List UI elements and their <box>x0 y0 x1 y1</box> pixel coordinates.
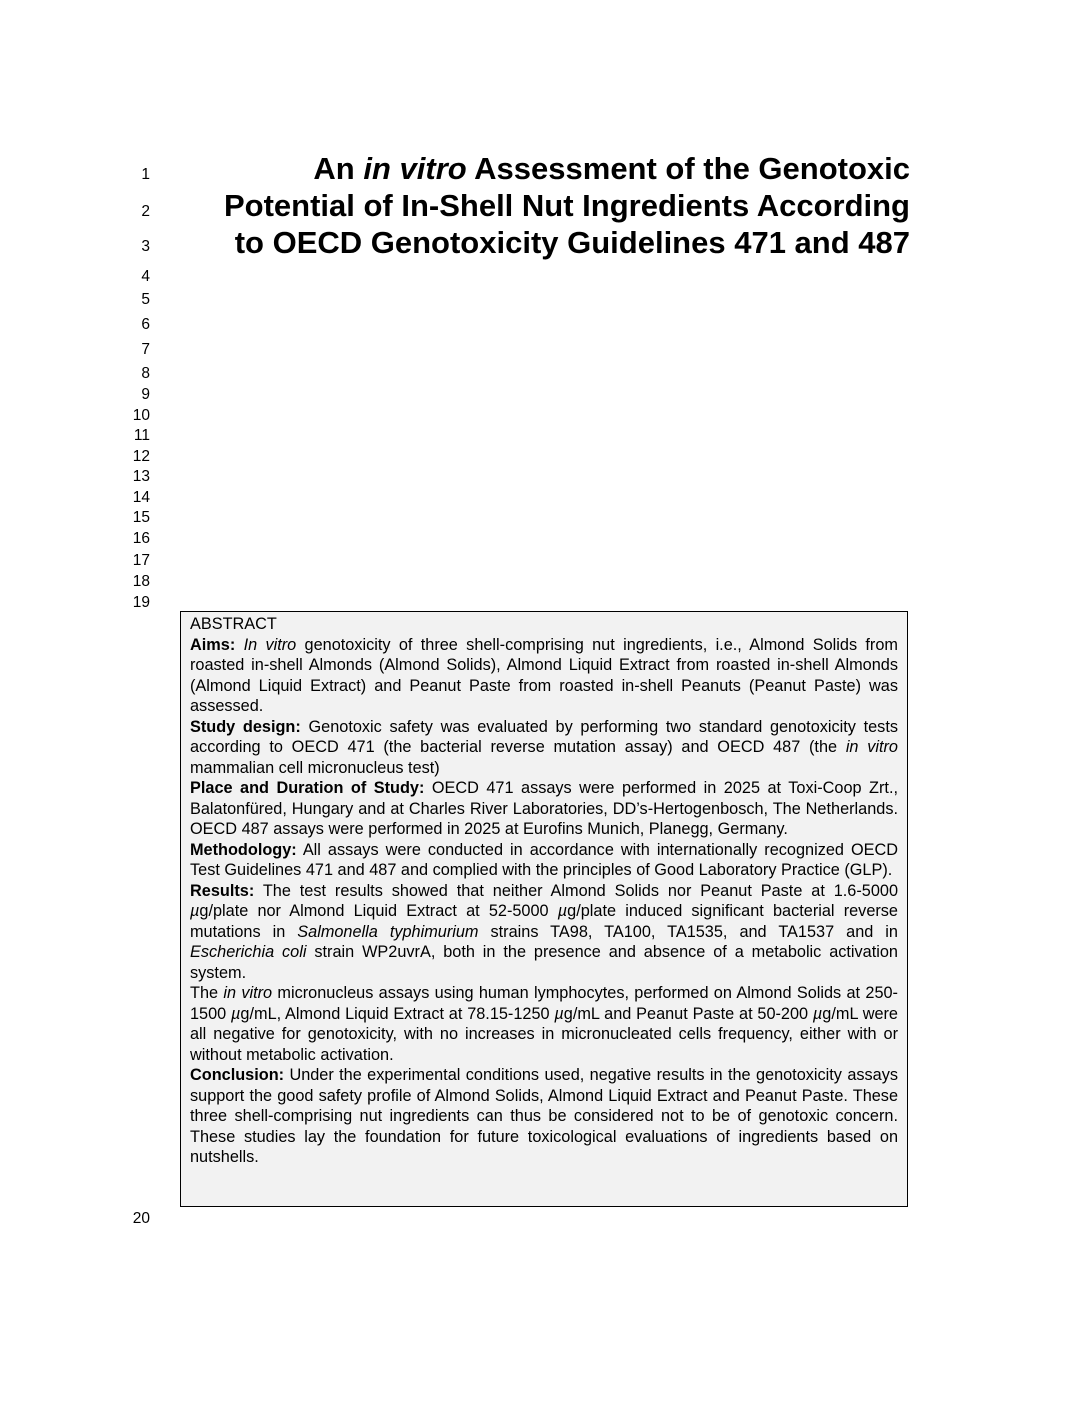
conclusion-text: Under the experimental conditions used, negative results in the genotoxicity assays support the good safety profile of Almond Solids, Almond Liquid Extract and Peanut Paste. These three shell-comprising nut ingredients can thus be considered not to be of genotoxic concern. These studies lay the foundation for future toxicological evaluations of ingredients based on nutshells. <box>190 1066 898 1166</box>
place-text: OECD 471 assays were performed in 2025 at Toxi-Coop Zrt., Balatonfüred, Hungary and at Charles River Laboratories, DD’s-Hertogenbosch, The Netherlands. OECD 487 assays were performed in 2025 at Eurofins Munich, Planegg, Germany. <box>190 779 898 838</box>
line-number: 6 <box>141 316 150 333</box>
title-line-1 <box>180 150 910 187</box>
design-text-2: mammalian cell micronucleus test) <box>190 758 440 777</box>
mu-symbol: µ <box>190 902 200 920</box>
line-number: 11 <box>133 427 150 444</box>
micro-text: g/mL, Almond Liquid Extract at 78.15-1250 <box>240 1004 555 1023</box>
line-number: 12 <box>132 448 150 465</box>
micro-text: g/mL were all negative for genotoxicity, with no increases in micronucleated cells frequency, either with or without metabolic activation. <box>190 1004 898 1064</box>
species-name: Escherichia coli <box>190 943 307 961</box>
results-label: Results: <box>190 881 255 900</box>
abstract-study-design <box>190 717 898 779</box>
line-number: 4 <box>141 268 150 285</box>
paper-title <box>180 150 910 261</box>
design-label: Study design: <box>190 717 301 736</box>
line-number: 16 <box>132 530 150 547</box>
line-number: 8 <box>141 365 150 382</box>
conclusion-label: Conclusion: <box>190 1066 285 1084</box>
abstract-aims <box>190 635 898 717</box>
aims-label: Aims: <box>190 635 236 654</box>
line-number: 18 <box>132 573 150 590</box>
mu-symbol: µ <box>557 902 568 920</box>
micro-text: micronucleus assays using human lymphocytes, performed on Almond Solids at 250-1500 <box>190 984 898 1023</box>
title-text: Assessment of the Genotoxic <box>466 151 910 186</box>
abstract-box <box>180 611 908 1207</box>
results-text: strain WP2uvrA, both in the presence and absence of a metabolic activation system. <box>190 943 898 982</box>
aims-italic: In vitro <box>243 635 297 654</box>
micro-text: The <box>190 984 224 1002</box>
abstract-conclusion <box>190 1065 898 1168</box>
micro-text: g/mL and Peanut Paste at 50-200 <box>563 1004 813 1023</box>
abstract-methodology <box>190 840 898 881</box>
results-text: g/plate nor Almond Liquid Extract at 52-5000 <box>199 902 558 920</box>
results-text: The test results showed that neither Almond Solids nor Peanut Paste at 1.6-5000 <box>254 881 898 900</box>
line-number: 9 <box>141 386 150 403</box>
line-number: 1 <box>141 166 150 183</box>
abstract-place-duration <box>190 778 898 840</box>
line-number: 13 <box>132 468 150 485</box>
method-label: Methodology: <box>190 840 297 859</box>
line-number: 10 <box>132 407 150 424</box>
mu-symbol: µ <box>231 1004 241 1023</box>
design-text: Genotoxic safety was evaluated by performing two standard genotoxicity tests according to OECD 471 (the bacterial reverse mutation assay) and OECD 487 (the <box>190 717 898 756</box>
results-text: g/plate induced significant bacterial reverse mutations in <box>190 902 898 941</box>
abstract-heading: ABSTRACT <box>190 615 277 633</box>
line-number: 3 <box>141 238 150 255</box>
line-number: 14 <box>132 489 150 506</box>
line-number: 15 <box>132 509 150 526</box>
title-text: An <box>313 151 364 186</box>
line-number: 7 <box>141 341 150 358</box>
line-number: 17 <box>132 552 150 569</box>
title-line-2: Potential of In-Shell Nut Ingredients According <box>223 188 910 223</box>
line-number: 20 <box>132 1210 150 1227</box>
aims-text: genotoxicity of three shell-comprising nut ingredients, i.e., Almond Solids from roasted in-shell Almonds (Almond Solids), Almond Liquid Extract from roasted in-shell Almonds (Almond Liquid Extract) and Peanut Paste from roasted in-shell Peanuts (Peanut Paste) was assessed. <box>190 635 898 715</box>
method-text: All assays were conducted in accordance with internationally recognized OECD Test Guidelines 471 and 487 and complied with the principles of Good Laboratory Practice (GLP). <box>190 840 898 879</box>
micro-italic: in vitro <box>223 984 273 1002</box>
line-number: 5 <box>141 291 150 308</box>
line-number: 2 <box>141 203 150 220</box>
line-number: 19 <box>132 594 150 611</box>
abstract-micronucleus <box>190 983 898 1065</box>
design-italic: in vitro <box>845 738 898 756</box>
line-numbers <box>0 0 150 1408</box>
title-italic: in vitro <box>363 151 467 186</box>
mu-symbol: µ <box>812 1004 823 1023</box>
species-name: Salmonella typhimurium <box>297 922 479 941</box>
results-text: strains TA98, TA100, TA1535, and TA1537 and in <box>478 922 898 941</box>
mu-symbol: µ <box>554 1004 564 1023</box>
place-label: Place and Duration of Study: <box>190 779 425 797</box>
abstract-results <box>190 881 898 984</box>
title-line-3: to OECD Genotoxicity Guidelines 471 and 487 <box>234 225 910 260</box>
